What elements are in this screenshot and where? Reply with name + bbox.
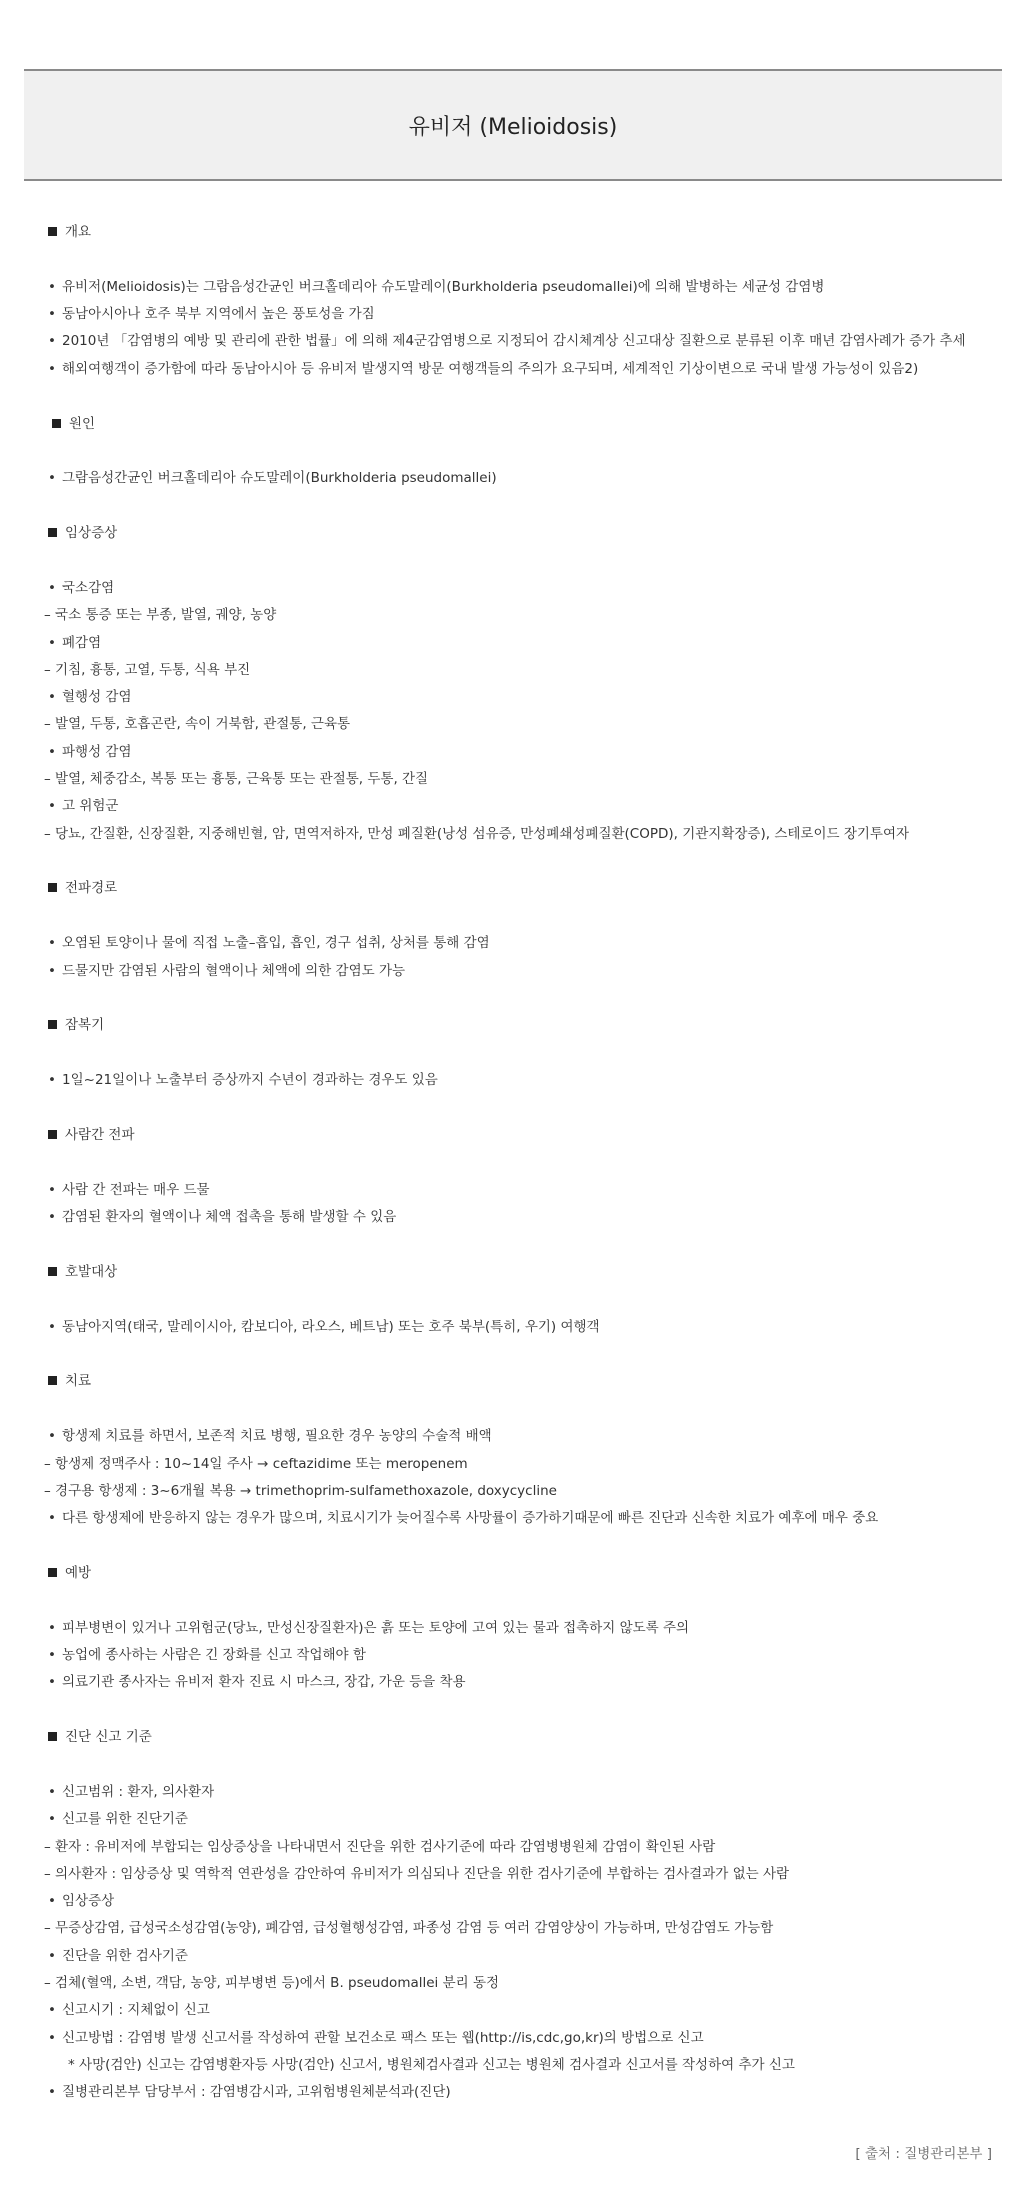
- section-heading: [48, 879, 117, 897]
- list-item: [48, 579, 114, 597]
- section-heading-text: 예방: [65, 1564, 92, 1581]
- square-bullet-icon: [48, 1376, 57, 1385]
- list-item: [48, 934, 490, 952]
- list-item: [48, 1509, 878, 1527]
- section-heading-text: 전파경로: [65, 880, 118, 897]
- square-bullet-icon: [48, 227, 57, 236]
- list-item: [48, 2029, 704, 2047]
- list-item-text: 신고방법 : 감염병 발생 신고서를 작성하여 관할 보건소로 팩스 또는 웹(http://is,cdc,go,kr)의 방법으로 신고: [62, 2029, 704, 2046]
- list-item: [48, 332, 966, 350]
- section-heading: [48, 1263, 117, 1281]
- square-bullet-icon: [52, 419, 61, 428]
- list-item: [48, 1071, 438, 1089]
- section-heading-text: 사람간 전파: [65, 1126, 135, 1143]
- list-item: [48, 1181, 210, 1199]
- list-item-text: 고 위험군: [62, 798, 119, 815]
- note-text: * 사망(검안) 신고는 감염병환자등 사망(검안) 신고서, 병원체검사결과 신고는 병원체 검사결과 신고서를 작성하여 추가 신고: [68, 2056, 795, 2073]
- list-item: [48, 2083, 451, 2101]
- list-item-text: 피부병변이 있거나 고위험군(당뇨, 만성신장질환자)은 흙 또는 토양에 고여 있는 물과 접촉하지 않도록 주의: [62, 1619, 690, 1636]
- bullet-dot-icon: •: [48, 1510, 56, 1527]
- square-bullet-icon: [48, 1020, 57, 1029]
- section-heading-text: 원인: [69, 415, 96, 432]
- list-item: [48, 1947, 188, 1965]
- list-item-text: 신고시기 : 지체없이 신고: [62, 2002, 210, 2019]
- list-item-text: 진단을 위한 검사기준: [62, 1947, 188, 1964]
- bullet-dot-icon: •: [48, 689, 56, 706]
- bullet-dot-icon: •: [48, 634, 56, 651]
- list-item-text: 혈행성 감염: [62, 689, 132, 706]
- list-item: [48, 360, 918, 378]
- section-heading: [48, 1564, 91, 1582]
- list-item-text: 동남아지역(태국, 말레이시아, 캄보디아, 라오스, 베트남) 또는 호주 북부(특히, 우기) 여행객: [62, 1318, 600, 1335]
- square-bullet-icon: [48, 1130, 57, 1139]
- list-item-text: 의료기관 종사자는 유비저 환자 진료 시 마스크, 장갑, 가운 등을 착용: [62, 1674, 466, 1691]
- square-bullet-icon: [48, 883, 57, 892]
- source-credit: [ 출처 : 질병관리본부 ]: [855, 2146, 992, 2162]
- bullet-dot-icon: •: [48, 470, 56, 487]
- square-bullet-icon: [48, 1568, 57, 1577]
- list-item: [48, 1892, 114, 1910]
- bullet-dot-icon: •: [48, 2084, 56, 2101]
- sub-item: – 국소 통증 또는 부종, 발열, 궤양, 농양: [44, 607, 277, 624]
- list-item-text: 파행성 감염: [62, 743, 132, 760]
- section-heading-text: 진단 신고 기준: [65, 1729, 152, 1746]
- section-heading-text: 임상증상: [65, 525, 118, 542]
- sub-item: – 발열, 체중감소, 복통 또는 흉통, 근육통 또는 관절통, 두통, 간질: [44, 771, 429, 787]
- bullet-dot-icon: •: [48, 579, 56, 596]
- bullet-dot-icon: •: [48, 1181, 56, 1198]
- bullet-dot-icon: •: [48, 333, 56, 350]
- list-item: [48, 634, 101, 652]
- section-heading: [48, 524, 117, 542]
- sub-item: – 경구용 항생제 : 3~6개월 복용 → trimethoprim-sulfamethoxazole, doxycycline: [44, 1482, 557, 1499]
- square-bullet-icon: [48, 1732, 57, 1741]
- sub-item: – 의사환자 : 임상증상 및 역학적 연관성을 감안하여 유비저가 의심되나 진단을 위한 검사기준에 부합하는 검사결과가 없는 사람: [44, 1865, 790, 1882]
- list-item: [48, 1208, 396, 1226]
- section-heading: [48, 1016, 104, 1034]
- section-heading: [48, 1126, 135, 1144]
- list-item-text: 항생제 치료를 하면서, 보존적 치료 병행, 필요한 경우 농양의 수술적 배액: [62, 1428, 492, 1445]
- list-item: [48, 1318, 600, 1336]
- list-item: [48, 305, 375, 323]
- sub-item: – 환자 : 유비저에 부합되는 임상증상을 나타내면서 진단을 위한 검사기준에 따라 감염병병원체 감염이 확인된 사람: [44, 1838, 716, 1855]
- bullet-dot-icon: •: [48, 962, 56, 979]
- bullet-dot-icon: •: [48, 1893, 56, 1910]
- bullet-dot-icon: •: [48, 743, 56, 760]
- page-title: 유비저 (Melioidosis): [408, 114, 618, 140]
- bullet-dot-icon: •: [48, 2029, 56, 2046]
- list-item-text: 국소감염: [62, 579, 115, 596]
- list-item: [48, 1783, 214, 1801]
- bullet-dot-icon: •: [48, 1647, 56, 1663]
- section-heading: [48, 1728, 152, 1746]
- list-item-text: 오염된 토양이나 물에 직접 노출–흡입, 흡인, 경구 섭취, 상처를 통해 감염: [62, 935, 490, 952]
- sub-item: – 항생제 정맥주사 : 10~14일 주사 → ceftazidime 또는 meropenem: [44, 1455, 468, 1472]
- bullet-dot-icon: •: [48, 2002, 56, 2019]
- bullet-dot-icon: •: [48, 1811, 56, 1828]
- list-item: [48, 1810, 188, 1828]
- bullet-dot-icon: •: [48, 1318, 56, 1335]
- list-item-text: 2010년 「감염병의 예방 및 관리에 관한 법률」에 의해 제4군감염병으로 지정되어 감시체계상 신고대상 질환으로 분류된 이후 매년 감염사례가 증가 추세: [62, 333, 966, 350]
- list-item: [48, 688, 132, 706]
- list-item-text: 사람 간 전파는 매우 드물: [62, 1181, 210, 1198]
- sub-item: – 검체(혈액, 소변, 객담, 농양, 피부병변 등)에서 B. pseudomallei 분리 동정: [44, 1975, 500, 1991]
- bullet-dot-icon: •: [48, 1674, 56, 1691]
- list-item: [48, 1427, 492, 1445]
- bullet-dot-icon: •: [48, 798, 56, 815]
- list-item: [48, 797, 118, 815]
- bullet-dot-icon: •: [48, 360, 56, 377]
- list-item: [48, 1673, 466, 1691]
- section-heading: [48, 1372, 91, 1390]
- list-item-text: 임상증상: [62, 1893, 115, 1910]
- square-bullet-icon: [48, 528, 57, 537]
- list-item: [48, 469, 497, 487]
- section-heading-text: 개요: [65, 224, 92, 240]
- list-item-text: 폐감염: [62, 634, 102, 651]
- bullet-dot-icon: •: [48, 1619, 56, 1636]
- list-item-text: 그람음성간균인 버크홀데리아 슈도말레이(Burkholderia pseudomallei): [62, 470, 497, 487]
- list-item-text: 1일~21일이나 노출부터 증상까지 수년이 경과하는 경우도 있음: [62, 1072, 438, 1089]
- section-heading: [48, 223, 91, 241]
- list-item-text: 감염된 환자의 혈액이나 체액 접촉을 통해 발생할 수 있음: [62, 1209, 397, 1225]
- bullet-dot-icon: •: [48, 1072, 56, 1089]
- list-item-text: 유비저(Melioidosis)는 그람음성간균인 버크홀데리아 슈도말레이(Burkholderia pseudomallei)에 의해 발병하는 세균성 감염병: [62, 278, 825, 295]
- list-item-text: 신고를 위한 진단기준: [62, 1811, 188, 1828]
- list-item-text: 질병관리본부 담당부서 : 감염병감시과, 고위험병원체분석과(진단): [62, 2084, 451, 2101]
- section-heading-text: 호발대상: [65, 1263, 118, 1280]
- section-heading-text: 치료: [65, 1373, 92, 1390]
- list-item: [48, 2001, 210, 2019]
- bullet-dot-icon: •: [48, 306, 56, 323]
- bullet-dot-icon: •: [48, 278, 56, 295]
- list-item: [48, 962, 405, 980]
- list-item: [48, 1646, 366, 1664]
- section-heading-text: 잠복기: [65, 1017, 105, 1034]
- list-item: [48, 278, 824, 296]
- list-item: [48, 1619, 689, 1637]
- list-item-text: 신고범위 : 환자, 의사환자: [62, 1783, 215, 1800]
- bullet-dot-icon: •: [48, 935, 56, 952]
- list-item: [48, 743, 132, 761]
- list-item-text: 동남아시아나 호주 북부 지역에서 높은 풍토성을 가짐: [62, 306, 375, 323]
- bullet-dot-icon: •: [48, 1428, 56, 1445]
- list-item-text: 다른 항생제에 반응하지 않는 경우가 많으며, 치료시기가 늦어질수록 사망률이 증가하기때문에 빠른 진단과 신속한 치료가 예후에 매우 중요: [62, 1510, 879, 1527]
- list-item-text: 드물지만 감염된 사람의 혈액이나 체액에 의한 감염도 가능: [62, 962, 406, 979]
- title-banner: [24, 69, 1002, 181]
- list-item-text: 농업에 종사하는 사람은 긴 장화를 신고 작업해야 함: [62, 1647, 366, 1663]
- sub-item: – 무증상감염, 급성국소성감염(농양), 폐감염, 급성혈행성감염, 파종성 감염 등 여러 감염양상이 가능하며, 만성감염도 가능함: [44, 1920, 774, 1937]
- bullet-dot-icon: •: [48, 1947, 56, 1964]
- sub-item: – 발열, 두통, 호흡곤란, 속이 거북함, 관절통, 근육통: [44, 716, 351, 733]
- sub-item: – 기침, 흉통, 고열, 두통, 식욕 부진: [44, 661, 251, 678]
- sub-item: – 당뇨, 간질환, 신장질환, 지중해빈혈, 암, 면역저하자, 만성 폐질환(낭성 섬유증, 만성폐쇄성폐질환(COPD), 기관지확장증), 스테로이드 장기투여자: [44, 825, 910, 842]
- square-bullet-icon: [48, 1267, 57, 1276]
- bullet-dot-icon: •: [48, 1209, 56, 1225]
- bullet-dot-icon: •: [48, 1783, 56, 1800]
- list-item-text: 해외여행객이 증가함에 따라 동남아시아 등 유비저 발생지역 방문 여행객들의 주의가 요구되며, 세계적인 기상이변으로 국내 발생 가능성이 있음2): [62, 360, 919, 377]
- section-heading: [52, 415, 95, 433]
